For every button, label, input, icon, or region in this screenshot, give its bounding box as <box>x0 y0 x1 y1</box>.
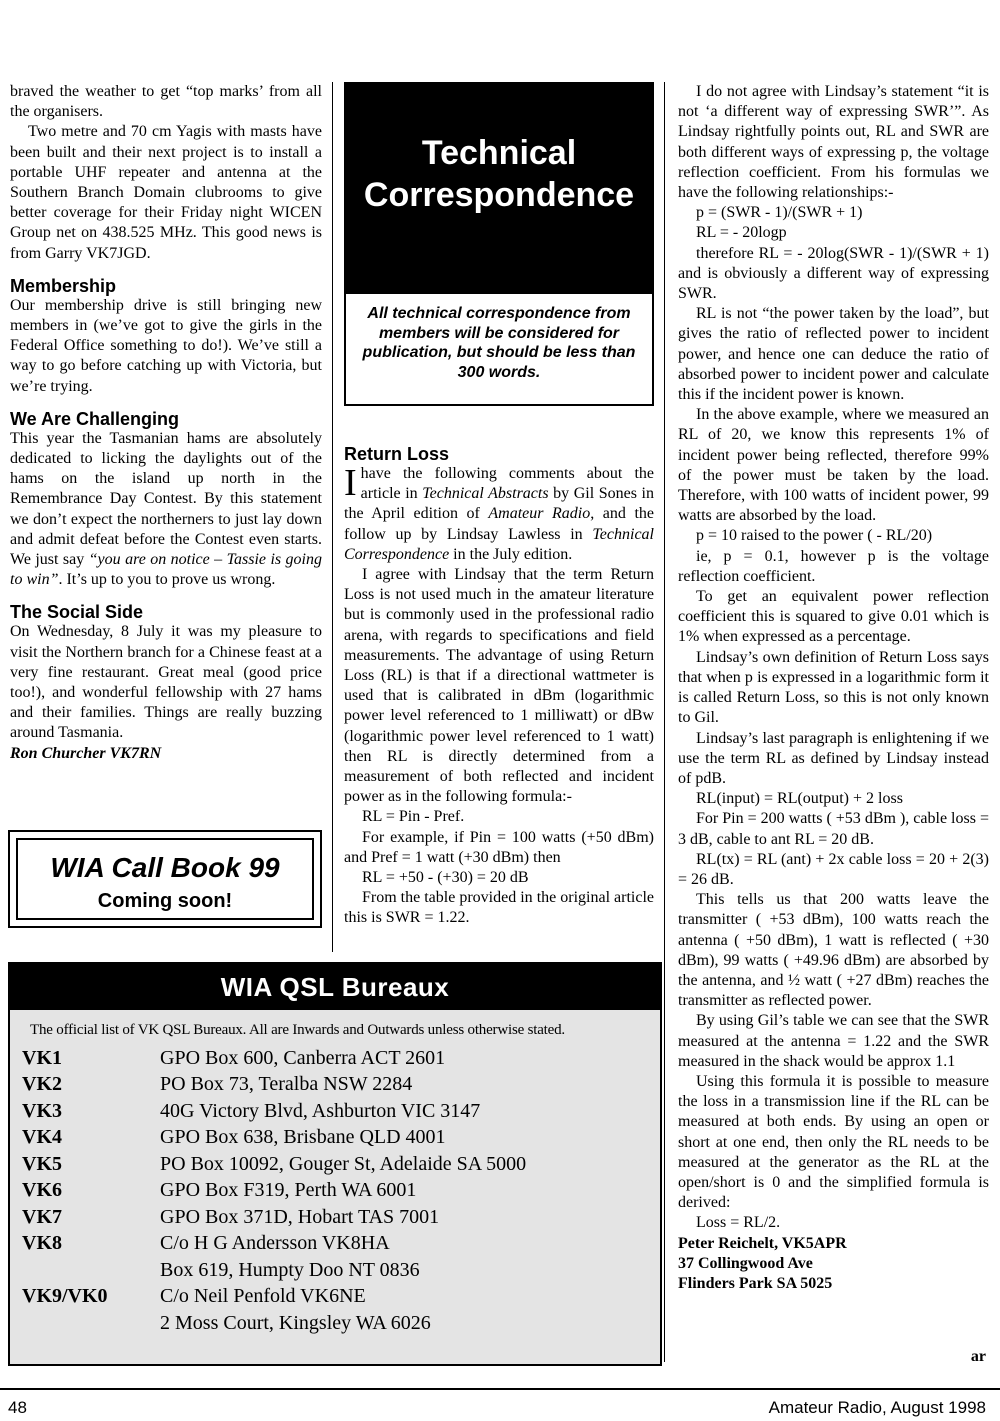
paragraph: By using Gil’s table we can see that the SWR measured at the antenna = 1.22 and the SWR measured in the shack would be approx 1.1 <box>678 1012 989 1070</box>
paragraph: Lindsay’s last paragraph is enlightening if we use the term RL as defined by Lindsay instead of pdB. <box>678 729 989 787</box>
table-row <box>22 1151 526 1178</box>
section-heading-social: The Social Side <box>10 602 144 623</box>
paragraph: For example, if Pin = 100 watts (+50 dBm) and Pref = 1 watt (+30 dBm) then <box>344 828 654 866</box>
bureau-address: GPO Box 371D, Hobart TAS 7001 <box>160 1205 440 1228</box>
table-row <box>22 1284 526 1311</box>
paragraph: For Pin = 200 watts ( +53 dBm ), cable loss = 3 dB, cable to ant RL = 20 dB. <box>678 810 989 848</box>
table-row <box>22 1231 526 1258</box>
footer-rule <box>0 1388 1000 1390</box>
column-divider <box>332 82 333 952</box>
paragraph: therefore RL = - 20log(SWR - 1)/(SWR + 1) and is obviously a different way of expressing SWR. <box>678 244 989 303</box>
column-left <box>10 82 322 764</box>
author-address-line: Flinders Park SA 5025 <box>678 1274 833 1292</box>
bureau-callsign-prefix <box>22 1310 160 1337</box>
paragraph: To get an equivalent power reflection coefficient this is squared to give 0.01 which is 1% when expressed as a percentage. <box>678 588 989 646</box>
drop-cap: I <box>344 462 357 504</box>
bureau-callsign-prefix: VK6 <box>22 1179 62 1202</box>
paragraph: This tells us that 200 watts leave the transmitter ( +53 dBm), 100 watts reach the antenna ( +50 dBm), 1 watt is reflected ( +30 dBm), 99 watts ( +49.96 dBm) are absorbed by the antenna, and ½ watt ( +27 dBm) reaches the transmitter as reflected power. <box>678 891 989 1010</box>
paragraph: RL(tx) = RL (ant) + 2x cable loss = 20 + 2(3) = 26 dB. <box>678 850 989 888</box>
paragraph: From the table provided in the original article this is SWR = 1.22. <box>344 889 654 927</box>
bureau-address: 40G Victory Blvd, Ashburton VIC 3147 <box>160 1099 481 1122</box>
paragraph: In the above example, where we measured an RL of 20, we know this represents 1% of incident power being reflected, therefore 99% of the power must be taken by the load. Therefore, with 100 watts of incident power, 99 watts are absorbed by the load. <box>678 406 989 525</box>
paragraph: On Wednesday, 8 July it was my pleasure to visit the Northern branch for a Chinese feast at a very fine restaurant. Great meal (good price too!), and wonderful fellowship with 27 hams and their families. Things are really buzzing around Tasmania. <box>10 623 322 742</box>
formula: p = (SWR - 1)/(SWR + 1) <box>696 204 863 222</box>
formula: p = 10 raised to the power ( - RL/20) <box>696 527 933 545</box>
paragraph: Using this formula it is possible to measure the loss in a transmission line if the RL can be measured at both ends. By using an open or short at one end, then only the RL needs to be measured at the generator as the RL at the open/short is 0 and the simplified formula is derived: <box>678 1072 989 1212</box>
bureau-address: GPO Box F319, Perth WA 6001 <box>160 1179 417 1202</box>
bureau-address: PO Box 10092, Gouger St, Adelaide SA 5000 <box>160 1152 527 1175</box>
formula: RL = Pin - Pref. <box>362 808 465 826</box>
bureau-address: PO Box 73, Teralba NSW 2284 <box>160 1073 413 1096</box>
section-heading-challenging: We Are Challenging <box>10 408 180 429</box>
paragraph: I agree with Lindsay that the term Return Loss is not used much in the amateur literature but is commonly used in the professional radio arena, with regards to specifications and field measurements. The advantage of using Return Loss (RL) is that if a directional wattmeter is used that is calibrated in dBm (logarithmic power level referenced to 1 milliwatt) or dBw (logarithmic power level referenced to 1 watt) then RL is directly determined from a measurement of both reflected and incident power as in the following formula:- <box>344 566 654 806</box>
paragraph: ie, p = 0.1, however p is the voltage reflection coefficient. <box>678 547 989 585</box>
banner-title-line1: Technical <box>421 134 577 172</box>
banner-title-line2: Correspondence <box>363 176 635 214</box>
callbook-title: WIA Call Book 99 <box>50 852 280 883</box>
bureau-callsign-prefix: VK3 <box>22 1099 62 1122</box>
paragraph: I have the following comments about the article in Technical Abstracts by Gil Sones in the April edition of Amateur Radio, and the follow up by Lindsay Lawless in Technical Correspondence in the July edition. <box>344 462 655 563</box>
bureau-callsign-prefix: VK5 <box>22 1152 62 1175</box>
submission-note: All technical correspondence from members will be considered for publication, but should be less than 300 words. <box>362 305 636 381</box>
formula: Loss = RL/2. <box>696 1214 781 1232</box>
author-name: Peter Reichelt, VK5APR <box>678 1234 847 1252</box>
table-row <box>22 1257 526 1284</box>
callbook-subtitle: Coming soon! <box>97 890 233 912</box>
table-row <box>22 1098 526 1125</box>
table-row <box>22 1045 526 1072</box>
table-row <box>22 1125 526 1152</box>
table-row <box>22 1178 526 1205</box>
article-end-mark: ar <box>970 1348 986 1365</box>
bureau-address: 2 Moss Court, Kingsley WA 6026 <box>160 1311 431 1334</box>
bureau-callsign-prefix: VK8 <box>22 1232 62 1255</box>
formula: RL = - 20logp <box>696 224 787 242</box>
bureau-address: C/o Neil Penfold VK6NE <box>160 1285 366 1308</box>
page-number: 48 <box>8 1398 27 1417</box>
bureau-callsign-prefix: VK9/VK0 <box>22 1285 108 1308</box>
bureau-callsign-prefix: VK2 <box>22 1073 62 1096</box>
formula: RL = +50 - (+30) = 20 dB <box>362 869 529 887</box>
bureau-address: Box 619, Humpty Doo NT 0836 <box>160 1258 420 1281</box>
bureau-callsign-prefix: VK4 <box>22 1126 62 1149</box>
qsl-bureaux-table <box>22 1045 526 1337</box>
bureau-callsign-prefix <box>22 1257 160 1284</box>
table-row <box>22 1204 526 1231</box>
table-row <box>22 1072 526 1099</box>
bureau-address: GPO Box 600, Canberra ACT 2601 <box>160 1046 446 1069</box>
quote: “you are on notice – Tassie is going to win” <box>10 551 323 589</box>
qsl-bureaux-title: WIA QSL Bureaux <box>10 964 660 1010</box>
paragraph: I do not agree with Lindsay’s statement “it is not ‘a different way of expressing SWR’”. As Lindsay rightfully points out, RL and SWR are both different ways of expressing p, the voltage reflection coefficient. From his formulas we have the following relationships:- <box>678 83 989 202</box>
paragraph: Two metre and 70 cm Yagis with masts have been built and their next project is to install a portable UHF repeater and antenna at the Southern Branch Domain clubrooms to give better coverage for their Friday night WICEN Group net on 438.525 MHz. This good news is from Garry VK7JGD. <box>10 123 322 262</box>
author-address-line: 37 Collingwood Ave <box>678 1254 813 1272</box>
paragraph: This year the Tasmanian hams are absolutely dedicated to licking the daylights out of the hams on the island up north in the Remembrance Day Contest. By this statement we don’t expect the northerners to just lay down and admit defeat before the Contest even starts. We just say “you are on notice – Tassie is going to win”. It’s up to you to prove us wrong. <box>10 429 323 589</box>
paragraph: Lindsay’s own definition of Return Loss says that when p is expressed in a logarithmic form it is called Return Loss, so this is not only known to Gil. <box>678 648 989 727</box>
section-banner <box>346 84 652 294</box>
paragraph: Our membership drive is still bringing new members in (we’ve got to give the girls in the Federal Office something to do!). We’ve still a way to go before catching up with Victoria, but we’re trying. <box>10 296 322 395</box>
column-divider <box>664 82 665 1362</box>
paragraph: RL is not “the power taken by the load”, but gives the ratio of reflected power to incident power, and hence one can deduce the ratio of absorbed power to incident power and calculate this if the incident power is known. <box>678 305 989 404</box>
qsl-bureaux-intro: The official list of VK QSL Bureaux. All are Inwards and Outwards unless otherwise stated. <box>30 1022 565 1038</box>
section-heading-membership: Membership <box>10 275 117 296</box>
bureau-address: C/o H G Andersson VK8HA <box>160 1232 390 1255</box>
publication-info: Amateur Radio, August 1998 <box>768 1398 986 1417</box>
paragraph: braved the weather to get “top marks’ from all the organisers. <box>10 83 322 121</box>
article-heading: Return Loss <box>344 444 450 464</box>
column-right <box>678 82 989 1294</box>
qsl-bureaux-box <box>8 962 662 1366</box>
callbook-ad-inner <box>16 838 314 920</box>
column-middle <box>344 444 654 929</box>
table-row <box>22 1310 526 1337</box>
bureau-address: GPO Box 638, Brisbane QLD 4001 <box>160 1126 446 1149</box>
author-signature: Ron Churcher VK7RN <box>10 744 162 762</box>
technical-correspondence-box <box>344 82 654 406</box>
bureau-callsign-prefix: VK7 <box>22 1205 62 1228</box>
callbook-ad <box>8 830 322 928</box>
bureau-callsign-prefix: VK1 <box>22 1046 62 1069</box>
formula: RL(input) = RL(output) + 2 loss <box>696 790 903 808</box>
